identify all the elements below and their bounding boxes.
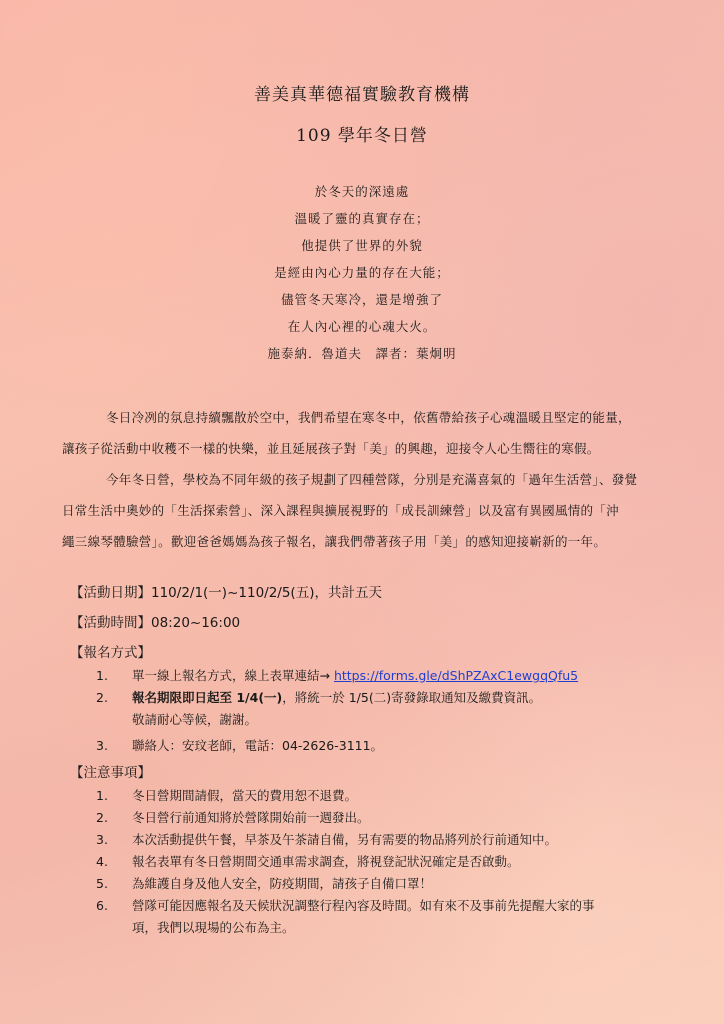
poem-line: 溫暖了靈的真實存在； [294, 211, 430, 226]
signup-list [96, 665, 696, 757]
poem-attribution: 施泰納．魯道夫 譯者：葉炯明 [267, 346, 457, 361]
poem-line: 在人內心裡的心魂大火。 [287, 319, 437, 334]
notes-heading: 【注意事項】 [70, 765, 151, 781]
list-number: 6. [96, 898, 108, 913]
list-number: 4. [96, 854, 108, 869]
signup-deadline-text: ，將統一於 1/5(二)寄發錄取通知及繳費資訊。 [282, 690, 542, 705]
activity-date: 【活動日期】110/2/1(一)~110/2/5(五)，共計五天 [70, 585, 382, 601]
note-text: 報名表單有冬日營期間交通車需求調查，將視登記狀況確定是否啟動。 [132, 854, 520, 869]
list-item [96, 829, 696, 851]
intro-paragraph-2 [62, 464, 672, 557]
note-text: 冬日營行前通知將於營隊開始前一週發出。 [132, 810, 370, 825]
list-item [96, 895, 696, 917]
intro-line: 繩三線琴體驗營」。歡迎爸爸媽媽為孩子報名，讓我們帶著孩子用「美」的感知迎接嶄新的一年。 [62, 534, 607, 549]
event-title: 109 學年冬日營 [296, 126, 428, 146]
list-number: 1. [96, 788, 108, 803]
poem-line: 於冬天的深遠處 [314, 184, 410, 199]
note-text: 為維護自身及他人安全，防疫期間，請孩子自備口罩！ [132, 876, 433, 891]
signup-deadline: 報名期限即日起至 1/4(一) [132, 690, 283, 705]
signup-form-link[interactable]: https://forms.gle/dShPZAxC1ewgqQfu5 [333, 668, 579, 683]
org-title: 善美真華德福實驗教育機構 [254, 85, 470, 105]
list-item [96, 665, 696, 687]
list-number: 3. [96, 738, 108, 753]
list-item [96, 735, 696, 757]
list-item [96, 873, 696, 895]
list-number: 3. [96, 832, 108, 847]
contact-text: 聯絡人：安玟老師，電話：04-2626-3111。 [132, 738, 384, 753]
note-text-cont: 項，我們以現場的公布為主。 [132, 920, 295, 935]
activity-time: 【活動時間】08:20~16:00 [70, 615, 241, 631]
poem-line: 是經由內心力量的存在大能； [274, 265, 450, 280]
poem-line: 儘管冬天寒冷，還是增強了 [280, 292, 443, 307]
signup-heading: 【報名方式】 [70, 645, 151, 661]
poem-line: 他提供了世界的外貌 [301, 238, 423, 253]
list-number: 2. [96, 690, 108, 705]
list-item [96, 807, 696, 829]
note-text: 營隊可能因應報名及天候狀況調整行程內容及時間。如有來不及事前先提醒大家的事 [132, 898, 595, 913]
list-item [96, 687, 696, 709]
signup-method-text: 單一線上報名方式，線上表單連結→ [132, 668, 334, 683]
list-item [96, 851, 696, 873]
intro-paragraph-1 [62, 402, 672, 464]
list-number: 5. [96, 876, 108, 891]
note-text: 冬日營期間請假，當天的費用恕不退費。 [132, 788, 358, 803]
intro-line: 冬日冷冽的氛息持續飄散於空中，我們希望在寒冬中，依舊帶給孩子心魂溫暖且堅定的能量， [106, 410, 631, 425]
notes-list [96, 785, 696, 939]
list-item [96, 785, 696, 807]
intro-line: 今年冬日營，學校為不同年級的孩子規劃了四種營隊，分別是充滿喜氣的「過年生活營」、發覺 [106, 472, 638, 487]
note-text: 本次活動提供午餐，早茶及午茶請自備，另有需要的物品將列於行前通知中。 [132, 832, 558, 847]
poem [0, 178, 724, 367]
signup-deadline-cont: 敬請耐心等候，謝謝。 [132, 712, 258, 727]
intro-line: 讓孩子從活動中收穫不一樣的快樂，並且延展孩子對「美」的興趣，迎接令人心生嚮往的寒假。 [62, 441, 600, 456]
list-item-continuation [96, 917, 696, 939]
intro-line: 日常生活中奧妙的「生活探索營」、深入課程與擴展視野的「成長訓練營」以及富有異國風情的「沖 [62, 503, 619, 518]
list-number: 1. [96, 668, 108, 683]
list-item-continuation [96, 709, 696, 731]
list-number: 2. [96, 810, 108, 825]
